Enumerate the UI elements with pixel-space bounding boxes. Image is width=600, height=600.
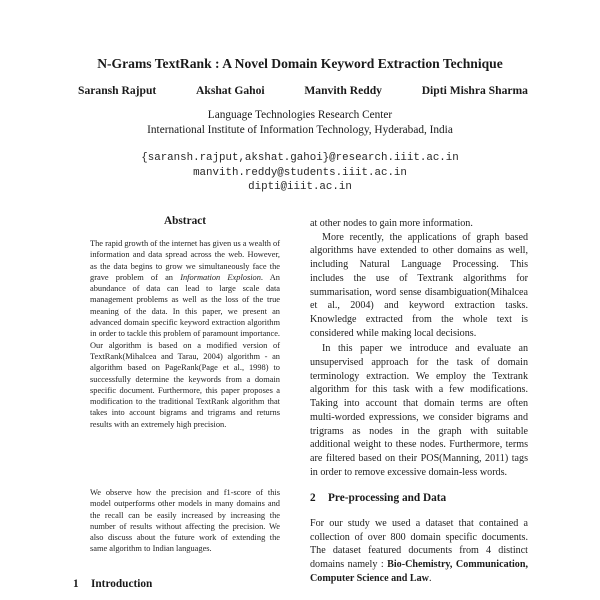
body-text: . bbox=[428, 572, 432, 584]
section-heading-preprocessing bbox=[310, 492, 446, 504]
email-line: {saransh.rajput,akshat.gahoi}@research.iiit.ac.in bbox=[141, 152, 459, 164]
paper-title: N-Grams TextRank : A Novel Domain Keyword Extraction Technique bbox=[97, 56, 503, 71]
email-line: dipti@iiit.ac.in bbox=[248, 181, 352, 193]
body-text: For our study we used a dataset that contained a collection of over 800 domain specific documents. The dataset featured documents from 4 distinct domains namely : bbox=[310, 518, 528, 571]
affiliation-line-1: Language Technologies Research Center bbox=[207, 109, 393, 121]
abstract-paragraph-1 bbox=[90, 238, 280, 430]
section-number: 2 bbox=[310, 492, 316, 504]
section-title: Introduction bbox=[91, 578, 153, 590]
author-list bbox=[78, 84, 528, 97]
abstract-text: . An abundance of data can lead to large scale data management problems as well as the loss of the true meaning of the data. In this paper, we present an advanced domain specific keyword extraction algorithm in order to tackle this problem of paramount importance. Our algorithm is based on a modified version of TextRank(Mihalcea and Tarau, 2004) algorithm - an algorithm based on PageRank(Page et al., 1998) to successfully determine the keywords from a domain specific document. Furthermore, this paper proposes a modification to the traditional TextRank algorithm that takes into account bigrams and trigrams and returns results with an extremely high precision. bbox=[90, 272, 281, 429]
body-paragraph: In this paper we introduce and evaluate an unsupervised approach for the task of domain terminology extraction. We employ the Textrank algorithm for this task with a few modifications. Taking into account that domain terms are often multi-worded expressions, we consider bigrams and trigrams as nodes in the graph with suitable additional weight to these nodes. Furthermore, terms are filtered based on their POS(Manning, 2011) tags in order to remove excessive domain-less words. bbox=[310, 343, 528, 478]
section-number: 1 bbox=[73, 578, 79, 590]
author-name: Manvith Reddy bbox=[304, 84, 382, 97]
abstract-emphasis: Information Explosion bbox=[180, 272, 261, 282]
abstract-text: We observe how the precision and f1-score of this model outperforms other models in many domains and the recall can be easily increased by increasing the number of results without affecting the precision. We also discuss about the future work of extending the same algorithm to Indian languages. bbox=[90, 488, 280, 554]
right-column-top bbox=[310, 217, 528, 479]
abstract-heading: Abstract bbox=[163, 215, 207, 227]
abstract-paragraph-2 bbox=[90, 487, 280, 555]
section-title: Pre-processing and Data bbox=[328, 492, 447, 504]
body-paragraph: More recently, the applications of graph based algorithms have extended to other domains as well, including Natural Language Processing. This includes the use of Textrank algorithms for summarisation, word sense disambiguation(Mihalcea et al., 2004) and keyword extraction tasks. Knowledge extracted from the whole text is considered while making local decisions. bbox=[310, 231, 528, 339]
affiliation-line-2: International Institute of Information Technology, Hyderabad, India bbox=[147, 124, 453, 136]
domain-list: Bio-Chemistry, Communication, Computer Science and Law bbox=[310, 559, 528, 584]
body-text: at other nodes to gain more information. bbox=[310, 218, 473, 229]
author-emails bbox=[0, 151, 600, 195]
author-name: Saransh Rajput bbox=[78, 84, 157, 97]
section-heading-introduction bbox=[73, 578, 152, 590]
author-name: Dipti Mishra Sharma bbox=[421, 84, 528, 97]
author-name: Akshat Gahoi bbox=[196, 84, 265, 97]
abstract-text: The rapid growth of the internet has given us a wealth of information and data spread across the web. However, as the data begins to grow we simultaneously face the grave problem of an bbox=[90, 239, 281, 282]
right-column-bottom bbox=[310, 517, 528, 586]
email-line: manvith.reddy@students.iiit.ac.in bbox=[193, 166, 407, 179]
